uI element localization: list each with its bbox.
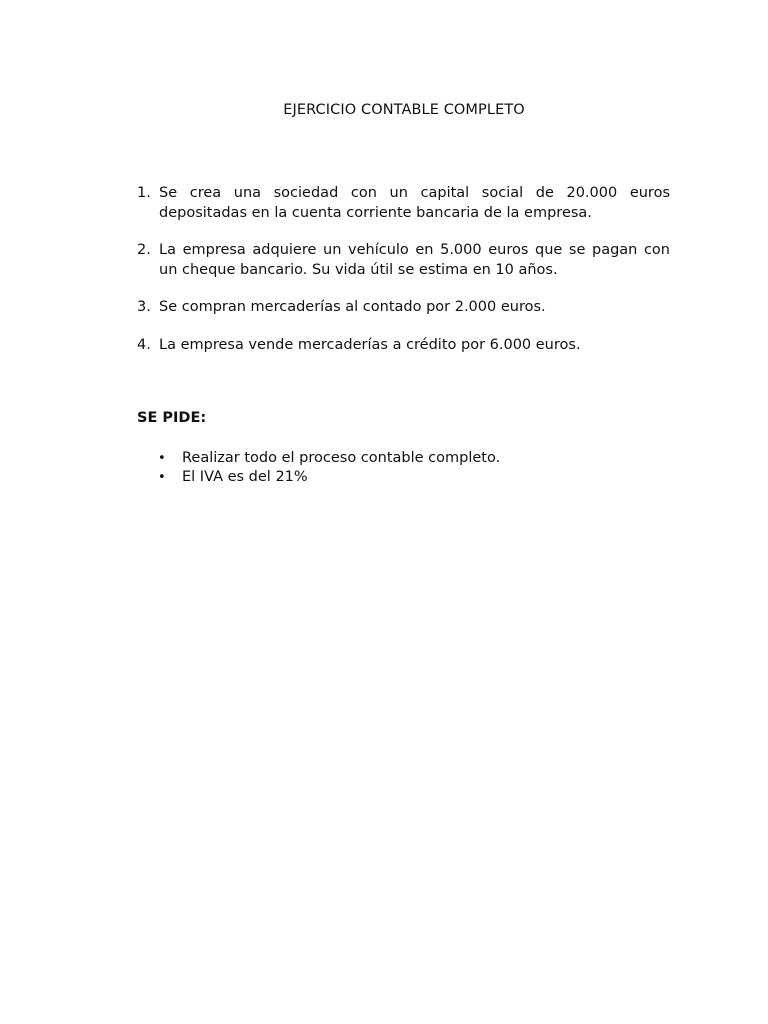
requirement-item-2 <box>158 468 500 487</box>
task-list <box>137 184 670 373</box>
task-text: Se crea una sociedad con un capital social de 20.000 euros depositadas en la cuenta corriente bancaria de la empresa. <box>159 185 670 221</box>
task-item-4 <box>137 336 670 356</box>
requirement-text: El IVA es del 21% <box>182 469 308 485</box>
task-number: 2. <box>137 242 151 258</box>
bullet-icon: • <box>158 470 166 485</box>
task-text: La empresa adquiere un vehículo en 5.000 euros que se pagan con un cheque bancario. Su vida útil se estima en 10 años. <box>159 242 670 278</box>
requirements-list <box>158 449 500 487</box>
task-number: 4. <box>137 336 151 353</box>
requirement-text: Realizar todo el proceso contable completo. <box>182 450 501 466</box>
task-text: Se compran mercaderías al contado por 2.000 euros. <box>159 299 546 315</box>
task-number: 1. <box>137 185 151 201</box>
task-item-1 <box>137 184 670 223</box>
task-text: La empresa vende mercaderías a crédito por 6.000 euros. <box>159 336 581 353</box>
document-title: EJERCICIO CONTABLE COMPLETO <box>283 102 525 118</box>
se-pide-heading: SE PIDE: <box>137 410 207 426</box>
task-item-3 <box>137 298 670 318</box>
bullet-icon: • <box>158 451 166 466</box>
task-number: 3. <box>137 299 151 315</box>
task-item-2 <box>137 241 670 280</box>
requirement-item-1 <box>158 449 500 468</box>
